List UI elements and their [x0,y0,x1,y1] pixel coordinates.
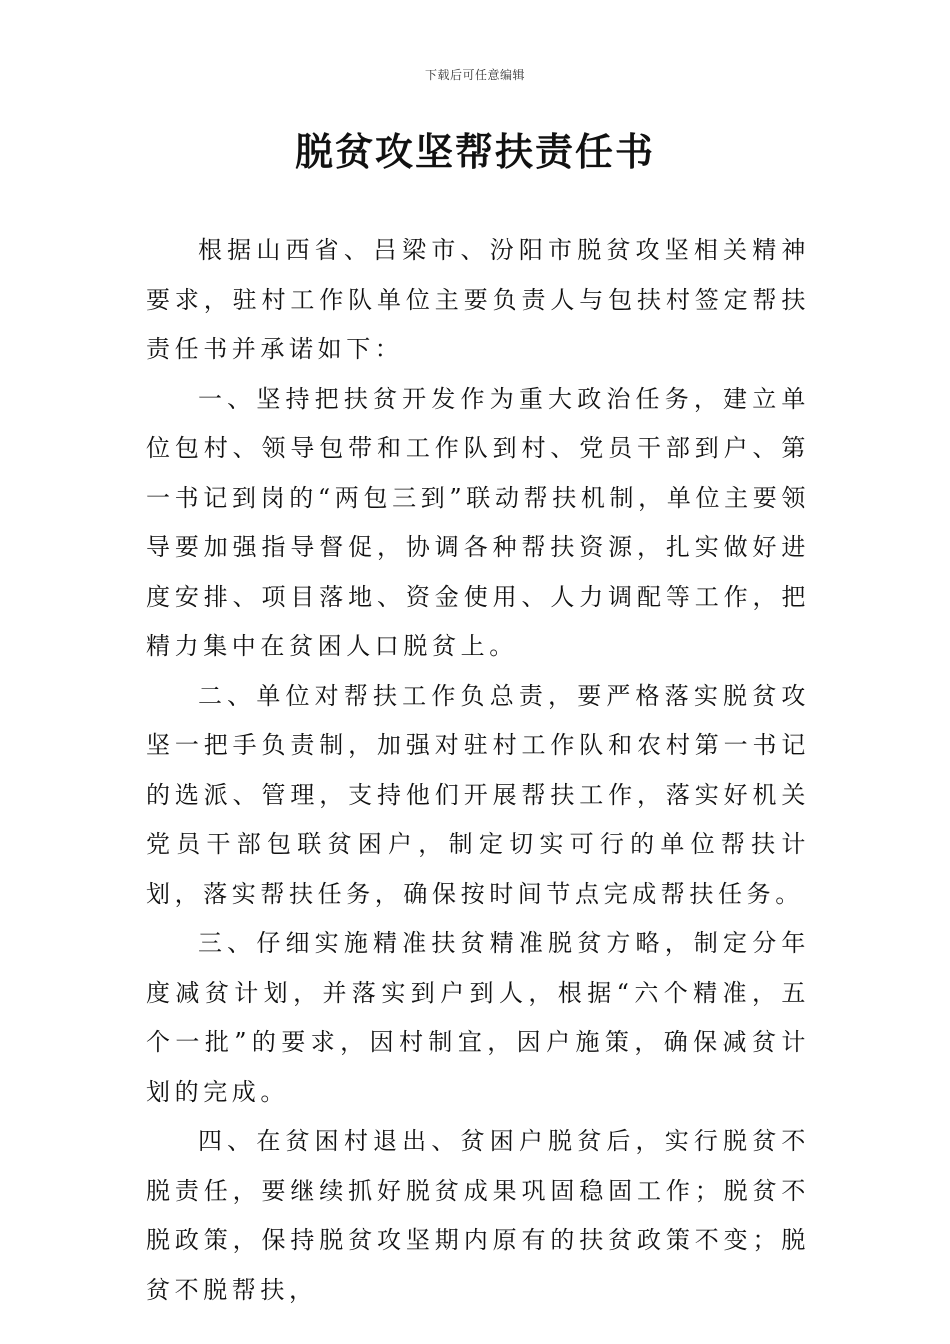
paragraph-item-3: 三、仔细实施精准扶贫精准脱贫方略，制定分年度减贫计划，并落实到户到人，根据“六个精准，五个一批”的要求，因村制宜，因户施策，确保减贫计划的完成。 [146,929,810,1106]
header-note: 下载后可任意编辑 [424,68,525,82]
paragraph-item-2: 二、单位对帮扶工作负总责，要严格落实脱贫攻坚一把手负责制，加强对驻村工作队和农村第一书记的选派、管理，支持他们开展帮扶工作，落实好机关党员干部包联贫困户，制定切实可行的单位帮扶计划，落实帮扶任务，确保按时间节点完成帮扶任务。 [146,681,810,908]
paragraph-preamble: 根据山西省、吕梁市、汾阳市脱贫攻坚相关精神要求，驻村工作队单位主要负责人与包扶村签定帮扶责任书并承诺如下： [146,236,810,363]
document-title: 脱贫攻坚帮扶责任书 [294,129,655,174]
paragraph-item-1: 一、坚持把扶贫开发作为重大政治任务，建立单位包村、领导包带和工作队到村、党员干部到户、第一书记到岗的“两包三到”联动帮扶机制，单位主要领导要加强指导督促，协调各种帮扶资源，扎实做好进度安排、项目落地、资金使用、人力调配等工作，把精力集中在贫困人口脱贫上。 [146,384,810,660]
paragraph-item-4: 四、在贫困村退出、贫困户脱贫后，实行脱贫不脱责任，要继续抓好脱贫成果巩固稳固工作；脱贫不脱政策，保持脱贫攻坚期内原有的扶贫政策不变；脱贫不脱帮扶， [146,1127,810,1304]
document-body [146,226,810,1315]
